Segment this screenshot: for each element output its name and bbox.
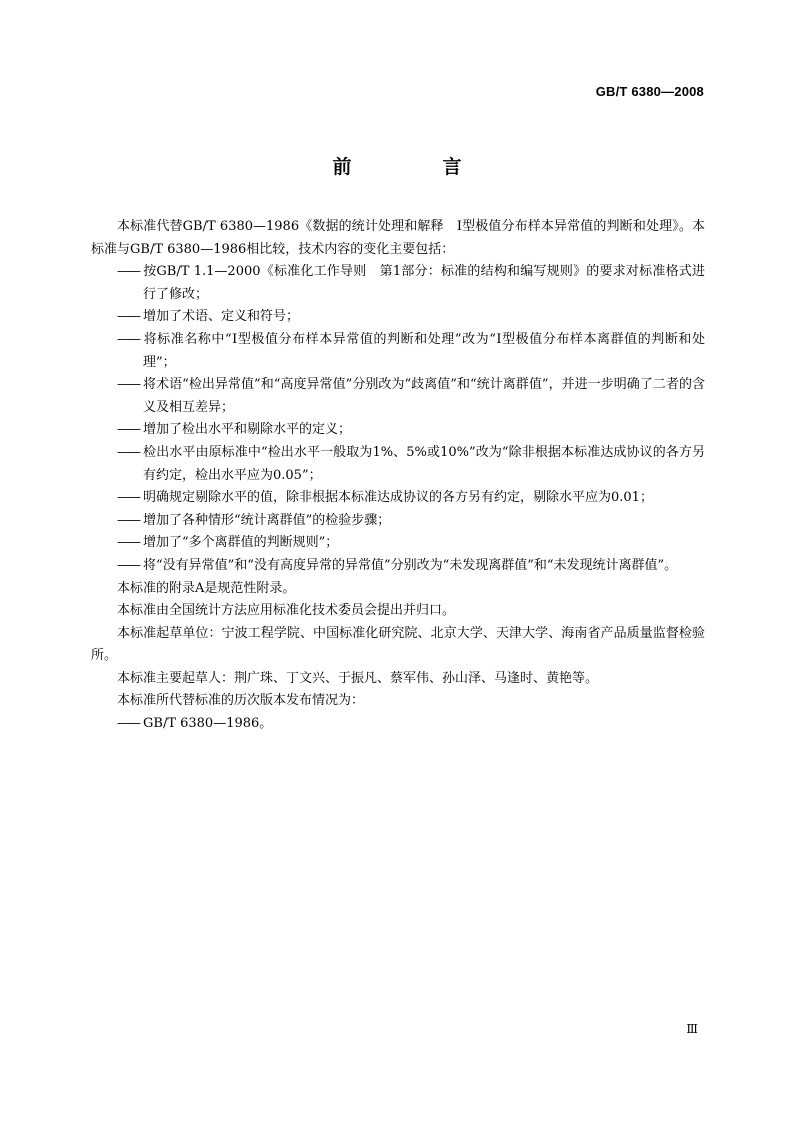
annex-note: 本标准的附录A是规范性附录。 <box>117 580 296 596</box>
history-intro: 本标准所代替标准的历次版本发布情况为： <box>117 693 365 709</box>
change-item: ——增加了各种情形“统计离群值”的检验步骤； <box>91 510 705 533</box>
proposer-note: 本标准由全国统计方法应用标准化技术委员会提出并归口。 <box>117 603 456 619</box>
history-item: ——GB/T 6380—1986。 <box>91 713 705 736</box>
drafting-units: 本标准起草单位：宁波工程学院、中国标准化研究院、北京大学、天津大学、海南省产品质量监督检验所。 <box>91 625 705 664</box>
intro-paragraph: 本标准代替GB/T 6380—1986《数据的统计处理和解释 Ⅰ型极值分布样本异常值的判断和处理》。本标准与GB/T 6380—1986相比较，技术内容的变化主要包括： <box>91 219 705 257</box>
page-number: Ⅲ <box>686 1022 698 1036</box>
drafters: 本标准主要起草人：荆广珠、丁文兴、于振凡、蔡军伟、孙山泽、马逢时、黄艳等。 <box>117 670 599 686</box>
change-item: ——检出水平由原标准中“检出水平一般取为1%、5%或10%”改为“除非根据本标准达成协议的各方另有约定，检出水平应为0.05”； <box>91 442 705 487</box>
change-item: ——明确规定剔除水平的值，除非根据本标准达成协议的各方另有约定，剔除水平应为0.01； <box>91 487 705 510</box>
foreword-body <box>91 216 705 736</box>
change-item: ——将术语“检出异常值”和“高度异常值”分别改为“歧离值”和“统计离群值”，并进一步明确了二者的含义及相互差异； <box>91 374 705 419</box>
change-item: ——增加了术语、定义和符号； <box>91 306 705 329</box>
change-item: ——按GB/T 1.1—2000《标准化工作导则 第1部分：标准的结构和编写规则》的要求对标准格式进行了修改； <box>91 261 705 306</box>
change-item: ——将“没有异常值”和“没有高度异常的异常值”分别改为“未发现离群值”和“未发现统计离群值”。 <box>91 555 705 578</box>
page-title: 前 言 <box>332 156 498 178</box>
change-item: ——增加了检出水平和剔除水平的定义； <box>91 419 705 442</box>
change-item: ——将标准名称中“Ⅰ型极值分布样本异常值的判断和处理”改为“Ⅰ型极值分布样本离群值的判断和处理”； <box>91 329 705 374</box>
standard-code: GB/T 6380—2008 <box>595 84 704 99</box>
change-item: ——增加了“多个离群值的判断规则”； <box>91 532 705 555</box>
